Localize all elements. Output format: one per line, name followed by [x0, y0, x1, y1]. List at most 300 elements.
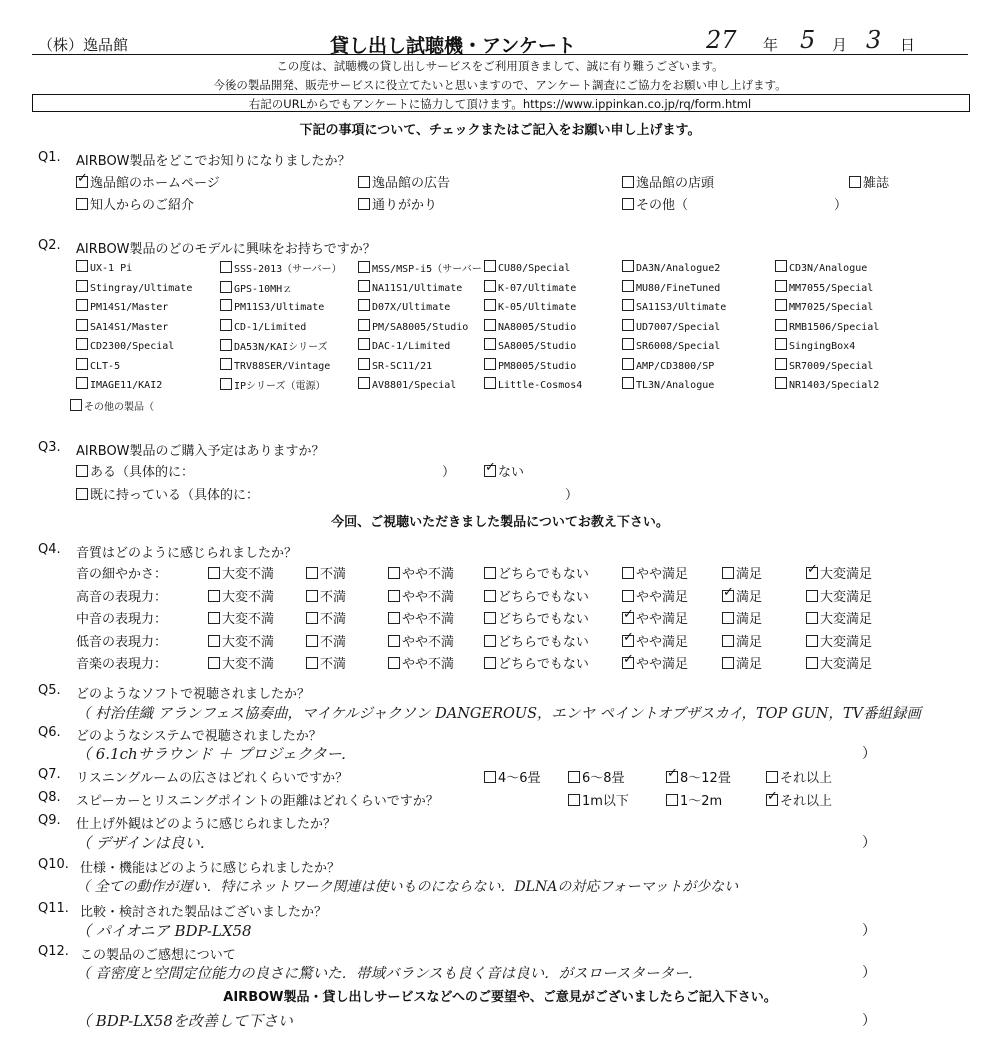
q2-model-c3-r2-checkbox[interactable]	[358, 280, 370, 292]
q1-option-2-checkbox[interactable]	[358, 176, 370, 188]
q2-other-label: その他の製品（	[84, 402, 154, 413]
q4-row4-option-5-label: やや満足	[636, 634, 689, 650]
q7-option-4-label: それ以上	[780, 771, 833, 786]
q1-number: Q1.	[38, 150, 61, 165]
q2-model-c3-r4-label: PM/SA8005/Studio	[372, 321, 469, 333]
url-note: 右記のURLからでもアンケートに協力して頂けます。https://www.ippinkan.co.jp/rq/form.html	[248, 97, 752, 111]
q2-model-c6-r5-checkbox[interactable]	[775, 338, 787, 350]
q2-model-c3-r3-checkbox[interactable]	[358, 299, 370, 311]
q7-option-3-checkbox[interactable]	[666, 771, 678, 783]
q2-model-c6-r2-label: MM7055/Special	[789, 282, 874, 294]
q4-row3-option-6-checkbox[interactable]	[722, 612, 734, 624]
q2-model-c1-r1[interactable]	[76, 260, 132, 274]
q2-model-c2-r2-checkbox[interactable]	[220, 281, 232, 293]
q2-model-c3-r4[interactable]	[358, 319, 468, 333]
q2-model-c6-r3-checkbox[interactable]	[775, 299, 787, 311]
q4-row2-option-2-label: 不満	[320, 589, 347, 605]
q2-model-c5-r3-checkbox[interactable]	[622, 299, 634, 311]
q2-model-c4-r1[interactable]	[484, 260, 570, 274]
q4-row3-option-3-checkbox[interactable]	[388, 612, 400, 624]
q4-row4-option-2-checkbox[interactable]	[306, 635, 318, 647]
q4-row4-option-1-checkbox[interactable]	[208, 635, 220, 647]
q4-row1-option-1[interactable]	[208, 563, 274, 582]
q2-model-c1-r1-label: UX-1 Pi	[90, 263, 133, 274]
q2-model-c4-r7-checkbox[interactable]	[484, 377, 496, 389]
q1-other-close: ）	[834, 198, 848, 213]
q2-model-c1-r4-checkbox[interactable]	[76, 319, 88, 331]
q4-row1-option-6-label: 満足	[736, 567, 763, 582]
q2-model-c3-r3-label: D07X/Ultimate	[372, 302, 451, 313]
q4-row4-option-3-checkbox[interactable]	[388, 635, 400, 647]
q2-model-c5-r3-label: SA11S3/Ultimate	[636, 302, 727, 313]
q2-model-c4-r1-checkbox[interactable]	[484, 260, 496, 272]
q2-model-c6-r1-label: CD3N/Analogue	[789, 263, 868, 274]
q2-model-c2-r5[interactable]	[220, 338, 328, 353]
q1-option-3-checkbox[interactable]	[622, 176, 634, 188]
q3-own-close: ）	[565, 488, 579, 503]
q8-option-1[interactable]	[568, 790, 629, 809]
q4-row5-option-4[interactable]	[484, 653, 589, 672]
q2-model-c6-r1-checkbox[interactable]	[775, 260, 787, 272]
q4-row2-option-1-checkbox[interactable]	[208, 590, 220, 602]
q4-row5-option-7-checkbox[interactable]	[806, 657, 818, 669]
q2-model-c4-r3[interactable]	[484, 299, 576, 313]
q5-question: どのようなソフトで視聴されましたか？	[76, 687, 311, 702]
q3-yes-close: ）	[442, 465, 456, 480]
q2-model-c4-r1-label: CU80/Special	[498, 263, 571, 274]
request-close: ）	[862, 1013, 876, 1029]
q2-model-c1-r6[interactable]	[76, 358, 120, 372]
q2-model-c5-r6-checkbox[interactable]	[622, 358, 634, 370]
q7-option-2[interactable]	[568, 767, 625, 786]
q2-model-c1-r4[interactable]	[76, 319, 168, 333]
header-rule	[32, 54, 968, 55]
q2-model-c5-r5[interactable]	[622, 338, 720, 352]
q4-row2-option-6[interactable]	[722, 586, 762, 605]
q2-model-c6-r1[interactable]	[775, 260, 867, 274]
q2-model-c2-r4-checkbox[interactable]	[220, 319, 232, 331]
q1-question: AIRBOW製品をどこでお知りになりましたか？	[76, 154, 351, 169]
q1-option-1-checkbox[interactable]	[76, 176, 88, 188]
q2-model-c5-r4[interactable]	[622, 319, 720, 333]
q8-option-2-label: 1～2m	[680, 794, 723, 809]
q4-row4-option-5-checkbox[interactable]	[622, 635, 634, 647]
q4-row1-option-2[interactable]	[306, 563, 346, 582]
q4-row3-option-1[interactable]	[208, 608, 274, 627]
q2-model-c1-r2-label: Stingray/Ultimate	[90, 282, 193, 294]
q2-model-c2-r5-label: DA53N/KAIシリーズ	[234, 342, 328, 353]
q1-option-6[interactable]	[358, 194, 437, 213]
q2-model-c5-r5-checkbox[interactable]	[622, 338, 634, 350]
q4-row1-option-4[interactable]	[484, 563, 589, 582]
q2-model-c5-r6-label: AMP/CD3800/SP	[636, 360, 715, 372]
q8-option-3[interactable]	[766, 790, 832, 809]
q2-model-c6-r2[interactable]	[775, 280, 873, 294]
q3-no-checkbox[interactable]	[484, 465, 496, 477]
q2-model-c6-r6[interactable]	[775, 358, 873, 372]
q2-model-c3-r6-checkbox[interactable]	[358, 358, 370, 370]
q4-row2-option-3[interactable]	[388, 586, 454, 605]
q2-model-c6-r7-checkbox[interactable]	[775, 377, 787, 389]
q1-option-5-checkbox[interactable]	[76, 198, 88, 210]
q2-model-c5-r3[interactable]	[622, 299, 726, 313]
q1-option-4-checkbox[interactable]	[849, 176, 861, 188]
q12-answer[interactable]: （ 音密度と空間定位能力の良さに驚いた．帯域バランスも良く音は良い．がスロースターター．	[76, 966, 703, 982]
q9-answer[interactable]: （ デザインは良い．	[76, 834, 215, 852]
q2-model-c1-r7[interactable]	[76, 377, 162, 391]
q4-row4-option-1[interactable]	[208, 631, 274, 650]
q4-row4-option-4[interactable]	[484, 631, 589, 650]
q12-question: この製品のご感想について	[80, 948, 236, 963]
q2-number: Q2.	[38, 238, 61, 253]
q3-option-yes[interactable]	[76, 461, 194, 480]
q4-row3-option-5[interactable]	[622, 608, 688, 627]
q2-model-c5-r1-label: DA3N/Analogue2	[636, 263, 721, 274]
q6-number: Q6.	[38, 725, 61, 740]
q4-row5-option-7-label: 大変満足	[820, 657, 873, 672]
q2-model-c5-r7[interactable]	[622, 377, 714, 391]
q4-row-label: 音の細やかさ：	[76, 567, 168, 582]
q4-row4-option-2[interactable]	[306, 631, 346, 650]
q5-number: Q5.	[38, 683, 61, 698]
q4-row5-option-1[interactable]	[208, 653, 274, 672]
q4-row5-option-6[interactable]	[722, 653, 762, 672]
q1-option-3-label: 逸品館の店頭	[636, 176, 715, 191]
q4-row2-option-5-label: やや満足	[636, 589, 689, 605]
q3-option-no[interactable]	[484, 461, 524, 480]
q2-model-c4-r3-checkbox[interactable]	[484, 299, 496, 311]
q2-model-c5-r2[interactable]	[622, 280, 720, 294]
q4-row3-option-4-checkbox[interactable]	[484, 612, 496, 624]
q1-option-7[interactable]	[622, 194, 688, 213]
q2-model-c4-r4[interactable]	[484, 319, 576, 333]
q4-row3-option-4[interactable]	[484, 608, 589, 627]
q6-question: どのようなシステムで視聴されましたか？	[76, 729, 322, 744]
q11-question: 比較・検討された製品はございましたか？	[80, 905, 328, 920]
q4-row3-option-3[interactable]	[388, 608, 454, 627]
date-day: 3	[866, 26, 882, 54]
request-answer[interactable]: （ BDP-LX58を改善して下さい	[76, 1012, 293, 1030]
q2-model-c1-r6-label: CLT-5	[90, 360, 121, 372]
q1-option-7-label: その他（	[636, 198, 689, 213]
q2-model-c1-r2[interactable]	[76, 280, 192, 294]
q3-option-own[interactable]	[76, 484, 259, 503]
q4-row5-option-2-label: 不満	[320, 657, 347, 672]
q2-model-c4-r6-checkbox[interactable]	[484, 358, 496, 370]
q7-question: リスニングルームの広さはどれくらいですか？	[76, 771, 349, 786]
q4-row4-option-3[interactable]	[388, 631, 454, 650]
q2-model-c4-r7[interactable]	[484, 377, 582, 391]
q2-model-c1-r6-checkbox[interactable]	[76, 358, 88, 370]
q2-model-c5-r2-checkbox[interactable]	[622, 280, 634, 292]
q2-model-c2-r4[interactable]	[220, 319, 306, 333]
q4-row2-option-5-checkbox[interactable]	[622, 590, 634, 602]
q4-row1-option-4-label: どちらでもない	[498, 567, 589, 582]
q2-model-c6-r2-checkbox[interactable]	[775, 280, 787, 292]
q4-row5-option-4-checkbox[interactable]	[484, 657, 496, 669]
q4-row3-option-5-label: やや満足	[636, 612, 689, 627]
q2-model-c4-r2[interactable]	[484, 280, 576, 294]
q1-option-2[interactable]	[358, 172, 450, 191]
q8-option-1-checkbox[interactable]	[568, 794, 580, 806]
q2-model-c5-r6[interactable]	[622, 358, 714, 372]
q1-option-1[interactable]	[76, 172, 220, 191]
q2-model-c5-r4-checkbox[interactable]	[622, 319, 634, 331]
q4-row1-option-3[interactable]	[388, 563, 454, 582]
q4-row2-option-4-label: どちらでもない	[498, 589, 589, 605]
q2-model-c1-r5-checkbox[interactable]	[76, 338, 88, 350]
q2-model-c6-r4-checkbox[interactable]	[775, 319, 787, 331]
q4-row2-option-6-label: 満足	[736, 589, 763, 605]
q4-row1-option-2-checkbox[interactable]	[306, 567, 318, 579]
q2-model-c5-r1-checkbox[interactable]	[622, 260, 634, 272]
q4-row3-option-2-checkbox[interactable]	[306, 612, 318, 624]
q7-option-2-checkbox[interactable]	[568, 771, 580, 783]
q2-model-c2-r1-checkbox[interactable]	[220, 261, 232, 273]
q4-question: 音質はどのように感じられましたか？	[76, 546, 298, 561]
q4-row5-option-3[interactable]	[388, 653, 454, 672]
q4-row2-option-2[interactable]	[306, 586, 346, 605]
q3-yes-checkbox[interactable]	[76, 465, 88, 477]
q4-row4-option-1-label: 大変不満	[222, 634, 275, 650]
q2-model-c3-r5-checkbox[interactable]	[358, 338, 370, 350]
q2-model-c2-r7-label: IPシリーズ（電源）	[234, 381, 326, 392]
q2-model-c1-r3-checkbox[interactable]	[76, 299, 88, 311]
q4-number: Q4.	[38, 542, 61, 557]
q4-row3-option-4-label: どちらでもない	[498, 612, 589, 627]
q4-row5-option-1-checkbox[interactable]	[208, 657, 220, 669]
q4-row4-option-7[interactable]	[806, 631, 872, 650]
date-day-unit: 日	[900, 36, 916, 54]
q2-model-c2-r3-label: PM11S3/Ultimate	[234, 302, 325, 313]
q2-model-c4-r5-label: SA8005/Studio	[498, 341, 577, 352]
q10-answer[interactable]: （ 全ての動作が遅い．特にネットワーク関連は使いものにならない．DLNAの対応フォーマットが少ない	[76, 879, 739, 895]
q3-own-checkbox[interactable]	[76, 488, 88, 500]
q4-row4-option-5[interactable]	[622, 631, 688, 650]
q4-row1-option-7[interactable]	[806, 563, 872, 582]
q6-answer[interactable]: （ 6.1chサラウンド ＋ プロジェクター．	[76, 745, 357, 763]
q4-row1-option-1-checkbox[interactable]	[208, 567, 220, 579]
q2-model-c3-r6-label: SR-SC11/21	[372, 360, 433, 372]
q2-model-c2-r5-checkbox[interactable]	[220, 339, 232, 351]
q2-model-c5-r7-checkbox[interactable]	[622, 377, 634, 389]
intro-line-1: この度は、試聴機の貸し出しサービスをご利用頂きまして、誠に有り難うございます。	[276, 59, 724, 73]
q4-row5-option-7[interactable]	[806, 653, 872, 672]
q4-row2-option-4[interactable]	[484, 586, 589, 605]
q2-model-c6-r5[interactable]	[775, 338, 855, 352]
q2-model-c3-r4-checkbox[interactable]	[358, 319, 370, 331]
q8-number: Q8.	[38, 790, 61, 805]
q4-row-label: 低音の表現力：	[76, 634, 168, 650]
q4-row1-option-4-checkbox[interactable]	[484, 567, 496, 579]
q8-option-2[interactable]	[666, 790, 722, 809]
q2-model-c2-r7[interactable]	[220, 377, 326, 392]
q4-row3-option-7-checkbox[interactable]	[806, 612, 818, 624]
q1-option-4[interactable]	[849, 172, 889, 191]
q1-option-5[interactable]	[76, 194, 194, 213]
date-year-unit: 年	[763, 36, 779, 54]
q1-option-3[interactable]	[622, 172, 714, 191]
q4-row5-option-5[interactable]	[622, 653, 688, 672]
q8-option-3-checkbox[interactable]	[766, 794, 778, 806]
q4-row1-option-5-label: やや満足	[636, 567, 689, 582]
q2-model-c1-r1-checkbox[interactable]	[76, 260, 88, 272]
q4-row5-option-6-checkbox[interactable]	[722, 657, 734, 669]
q4-row2-option-4-checkbox[interactable]	[484, 590, 496, 602]
q2-model-c1-r5-label: CD2300/Special	[90, 341, 175, 352]
q4-row5-option-4-label: どちらでもない	[498, 657, 589, 672]
q2-model-c2-r1[interactable]	[220, 260, 342, 275]
q2-model-c4-r4-label: NA8005/Studio	[498, 321, 577, 333]
q8-question: スピーカーとリスニングポイントの距離はどれくらいですか？	[76, 794, 439, 809]
q2-model-c1-r7-checkbox[interactable]	[76, 377, 88, 389]
q7-option-3[interactable]	[666, 767, 731, 786]
q2-other[interactable]	[70, 398, 154, 413]
q4-row4-option-6-label: 満足	[736, 634, 763, 650]
q2-model-c3-r7-label: AV8801/Special	[372, 380, 457, 391]
q2-model-c3-r7-checkbox[interactable]	[358, 377, 370, 389]
q2-model-c5-r1[interactable]	[622, 260, 720, 274]
q7-option-4-checkbox[interactable]	[766, 771, 778, 783]
q2-model-c3-r1[interactable]	[358, 260, 482, 275]
q4-row1-option-5[interactable]	[622, 563, 688, 582]
q11-number: Q11.	[38, 901, 69, 916]
q3-number: Q3.	[38, 440, 61, 455]
q8-option-2-checkbox[interactable]	[666, 794, 678, 806]
q5-answer[interactable]: （ 村治佳織 アランフェス協奏曲，マイケルジャクソン DANGEROUS，エンヤ ペイントオブザスカイ，TOP GUN，TV番組録画	[76, 706, 922, 722]
q2-model-c2-r3-checkbox[interactable]	[220, 299, 232, 311]
q2-model-c6-r3[interactable]	[775, 299, 873, 313]
q4-row5-option-5-checkbox[interactable]	[622, 657, 634, 669]
q2-model-c1-r7-label: IMAGE11/KAI2	[90, 380, 163, 391]
q2-model-c4-r5-checkbox[interactable]	[484, 338, 496, 350]
q2-model-c2-r1-label: SSS-2013（サーバー）	[234, 264, 342, 275]
q2-model-c1-r3[interactable]	[76, 299, 168, 313]
q11-answer[interactable]: （ パイオニア BDP-LX58	[76, 922, 252, 940]
q4-row3-option-6[interactable]	[722, 608, 762, 627]
q2-other-checkbox[interactable]	[70, 399, 82, 411]
q2-model-c3-r3[interactable]	[358, 299, 450, 313]
q4-row1-option-3-checkbox[interactable]	[388, 567, 400, 579]
q2-model-c4-r3-label: K-05/Ultimate	[498, 302, 577, 313]
q4-row1-option-6-checkbox[interactable]	[722, 567, 734, 579]
q4-row3-option-1-checkbox[interactable]	[208, 612, 220, 624]
q2-model-c6-r6-checkbox[interactable]	[775, 358, 787, 370]
q4-row5-option-3-checkbox[interactable]	[388, 657, 400, 669]
q4-row1-option-6[interactable]	[722, 563, 762, 582]
q4-row3-option-1-label: 大変不満	[222, 612, 275, 627]
q1-option-6-label: 通りがかり	[372, 198, 438, 213]
q1-option-7-checkbox[interactable]	[622, 198, 634, 210]
q12-number: Q12.	[38, 944, 69, 959]
q4-row4-option-7-label: 大変満足	[820, 634, 873, 650]
date-month-unit: 月	[832, 36, 848, 54]
q4-row4-option-6[interactable]	[722, 631, 762, 650]
q2-model-c3-r5[interactable]	[358, 338, 450, 352]
q2-model-c2-r6-label: TRV88SER/Vintage	[234, 360, 331, 372]
q4-row3-option-2[interactable]	[306, 608, 346, 627]
q2-model-c6-r5-label: SingingBox4	[789, 341, 856, 352]
q4-row4-option-2-label: 不満	[320, 634, 347, 650]
q4-row2-option-1[interactable]	[208, 586, 274, 605]
q2-model-c3-r1-checkbox[interactable]	[358, 261, 370, 273]
q2-model-c2-r6[interactable]	[220, 358, 330, 372]
q4-row2-option-7-checkbox[interactable]	[806, 590, 818, 602]
q1-option-1-label: 逸品館のホームページ	[90, 176, 220, 191]
q2-model-c6-r7[interactable]	[775, 377, 879, 391]
q2-model-c3-r7[interactable]	[358, 377, 456, 391]
q2-model-c1-r5[interactable]	[76, 338, 174, 352]
q2-model-c1-r3-label: PM14S1/Master	[90, 302, 169, 313]
q2-model-c3-r6[interactable]	[358, 358, 432, 372]
q7-option-4[interactable]	[766, 767, 832, 786]
q4-row1-option-3-label: やや不満	[402, 567, 455, 582]
q4-row2-option-7[interactable]	[806, 586, 872, 605]
q4-row4-option-4-checkbox[interactable]	[484, 635, 496, 647]
q4-row3-option-3-label: やや不満	[402, 612, 455, 627]
q2-model-c2-r2[interactable]	[220, 280, 292, 295]
q4-row4-option-4-label: どちらでもない	[498, 634, 589, 650]
request-heading: AIRBOW製品・貸し出しサービスなどへのご要望や、ご意見がございましたらご記入下さい。	[223, 990, 777, 1005]
q2-model-c4-r5[interactable]	[484, 338, 576, 352]
q11-close: ）	[862, 923, 876, 939]
q4-row2-option-2-checkbox[interactable]	[306, 590, 318, 602]
q2-model-c4-r2-checkbox[interactable]	[484, 280, 496, 292]
date-month: 5	[800, 26, 816, 54]
q2-model-c4-r2-label: K-07/Ultimate	[498, 282, 577, 294]
q2-model-c6-r6-label: SR7009/Special	[789, 360, 874, 372]
q2-model-c2-r6-checkbox[interactable]	[220, 358, 232, 370]
q2-model-c2-r7-checkbox[interactable]	[220, 378, 232, 390]
q4-row3-option-5-checkbox[interactable]	[622, 612, 634, 624]
q2-model-c3-r2[interactable]	[358, 280, 462, 294]
q4-row5-option-1-label: 大変不満	[222, 657, 275, 672]
q2-model-c4-r4-checkbox[interactable]	[484, 319, 496, 331]
q2-model-c4-r6[interactable]	[484, 358, 576, 372]
q4-row1-option-5-checkbox[interactable]	[622, 567, 634, 579]
q2-model-c3-r5-label: DAC-1/Limited	[372, 341, 451, 352]
q1-option-6-checkbox[interactable]	[358, 198, 370, 210]
q7-option-1[interactable]	[484, 767, 541, 786]
q4-row2-option-6-checkbox[interactable]	[722, 590, 734, 602]
q10-question: 仕様・機能はどのように感じられましたか？	[80, 861, 341, 876]
q2-model-c6-r3-label: MM7025/Special	[789, 302, 874, 313]
q2-model-c6-r4[interactable]	[775, 319, 879, 333]
q2-model-c4-r7-label: Little-Cosmos4	[498, 380, 583, 391]
q4-row5-option-6-label: 満足	[736, 657, 763, 672]
q4-row3-option-7[interactable]	[806, 608, 872, 627]
q2-model-c1-r2-checkbox[interactable]	[76, 280, 88, 292]
q3-yes-label: ある（具体的に：	[90, 465, 195, 480]
q4-row4-option-7-checkbox[interactable]	[806, 635, 818, 647]
q4-row2-option-1-label: 大変不満	[222, 589, 275, 605]
q7-option-1-label: 4～6畳	[498, 771, 541, 786]
q7-option-1-checkbox[interactable]	[484, 771, 496, 783]
q4-row5-option-2[interactable]	[306, 653, 346, 672]
intro-line-2: 今後の製品開発、販売サービスに役立てたいと思いますので、アンケート調査にご協力をお願い申し上げます。	[213, 78, 787, 92]
q2-model-c2-r3[interactable]	[220, 299, 324, 313]
q4-row2-option-5[interactable]	[622, 586, 688, 605]
q4-row1-option-7-checkbox[interactable]	[806, 567, 818, 579]
q4-row5-option-2-checkbox[interactable]	[306, 657, 318, 669]
q2-model-c2-r4-label: CD-1/Limited	[234, 321, 307, 333]
q4-row3-option-2-label: 不満	[320, 612, 347, 627]
q4-row5-option-5-label: やや満足	[636, 657, 689, 672]
q4-row2-option-3-checkbox[interactable]	[388, 590, 400, 602]
q2-question: AIRBOW製品のどのモデルに興味をお持ちですか？	[76, 242, 376, 257]
q4-row4-option-6-checkbox[interactable]	[722, 635, 734, 647]
q9-number: Q9.	[38, 813, 61, 828]
